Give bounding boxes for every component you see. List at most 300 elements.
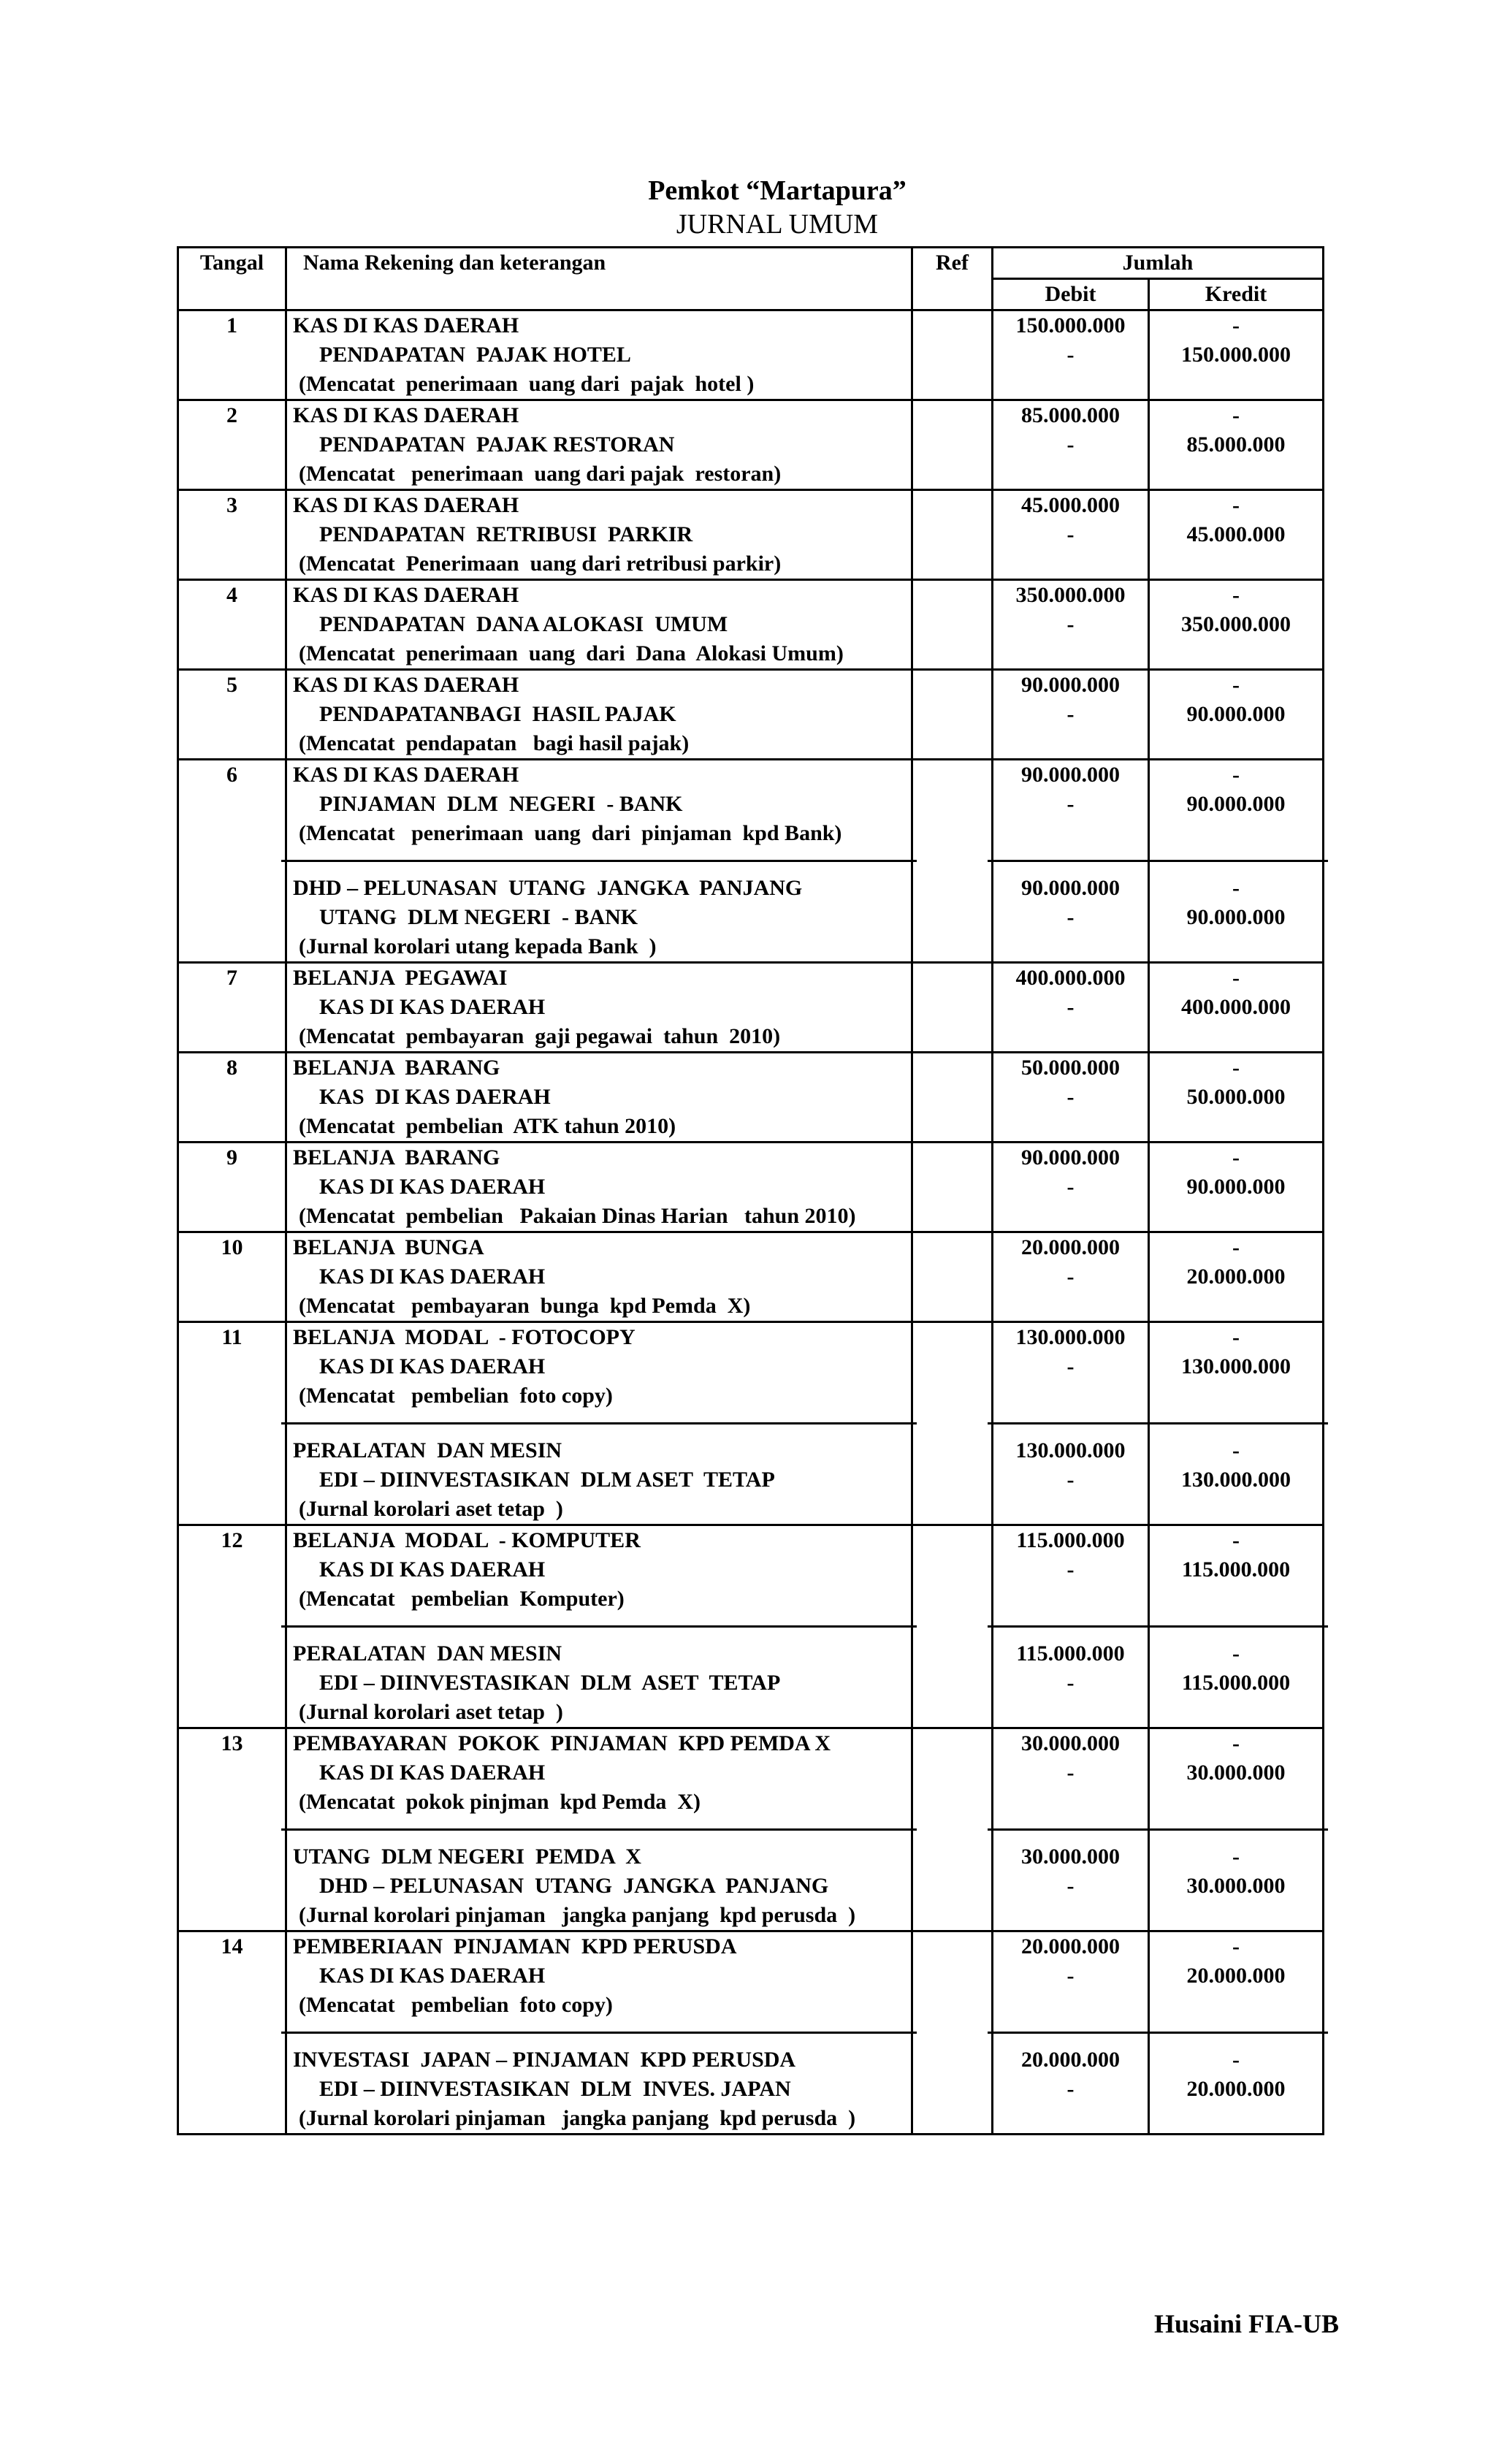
entry-ref (912, 490, 993, 580)
spacer (999, 1901, 1142, 1930)
entry-ref (912, 1232, 993, 1322)
kredit-group (1156, 1143, 1316, 1231)
credit-account-line: KAS DI KAS DAERAH (319, 1265, 546, 1289)
spacer (1156, 819, 1316, 848)
table-row (178, 1053, 1324, 1143)
spacer (999, 639, 1142, 668)
debit-amount: 20.000.000 (1021, 1934, 1120, 1958)
entry-note-line: (Mencatat pokok pinjman kpd Pemda X) (299, 1790, 701, 1814)
kredit-amount: 150.000.000 (1181, 343, 1291, 367)
entry-debit (993, 1931, 1149, 2135)
debit-group (999, 760, 1142, 848)
debit-amount: 45.000.000 (1021, 493, 1120, 517)
debit-account-line: KAS DI KAS DAERAH (293, 673, 519, 697)
entry-note-line: (Mencatat pembelian ATK tahun 2010) (299, 1114, 676, 1138)
entry-description (286, 1525, 912, 1728)
credit-account-line: PENDAPATAN RETRIBUSI PARKIR (319, 522, 693, 546)
debit-account-line: PEMBERIAAN PINJAMAN KPD PERUSDA (293, 1934, 737, 1958)
kredit-amount: 50.000.000 (1186, 1085, 1286, 1109)
credit-account-line: KAS DI KAS DAERAH (319, 1964, 546, 1988)
table-row (178, 1728, 1324, 1931)
entry-note-line: (Mencatat pembayaran gaji pegawai tahun 2010) (299, 1024, 781, 1048)
kredit-amount: 90.000.000 (1186, 1175, 1286, 1199)
kredit-group (1156, 671, 1316, 758)
journal-group (293, 1828, 905, 1930)
spacer (999, 1381, 1142, 1411)
kredit-amount: 20.000.000 (1186, 1964, 1286, 1988)
credit-account-line: PENDAPATANBAGI HASIL PAJAK (319, 702, 676, 726)
kredit-dash: - (1232, 1325, 1240, 1349)
debit-group (999, 1526, 1142, 1614)
spacer (999, 1022, 1142, 1051)
entry-ref (912, 760, 993, 963)
debit-dash: - (1066, 1557, 1075, 1582)
table-header-row (178, 248, 1324, 279)
debit-group (999, 860, 1142, 961)
entry-ref (912, 1053, 993, 1143)
kredit-group (1156, 1729, 1316, 1817)
kredit-amount: 85.000.000 (1186, 432, 1286, 457)
journal-group (293, 2032, 905, 2133)
spacer (999, 819, 1142, 848)
spacer (999, 1495, 1142, 1524)
debit-group (999, 2032, 1142, 2133)
debit-amount: 115.000.000 (1016, 1641, 1125, 1666)
debit-dash: - (1066, 1175, 1075, 1199)
credit-account-line: DHD – PELUNASAN UTANG JANGKA PANJANG (319, 1874, 829, 1898)
kredit-dash: - (1232, 1641, 1240, 1666)
entry-description (286, 1053, 912, 1143)
spacer (1156, 1202, 1316, 1231)
journal-body (178, 310, 1324, 2135)
col-header-jumlah: Jumlah (993, 248, 1324, 279)
entry-debit (993, 400, 1149, 490)
kredit-amount: 130.000.000 (1181, 1354, 1291, 1378)
debit-account-line: KAS DI KAS DAERAH (293, 493, 519, 517)
debit-dash: - (1066, 702, 1075, 726)
entry-description (286, 1728, 912, 1931)
kredit-amount: 30.000.000 (1186, 1874, 1286, 1898)
spacer (1156, 1788, 1316, 1817)
debit-amount: 30.000.000 (1021, 1845, 1120, 1869)
group-divider (281, 2032, 917, 2034)
kredit-amount: 90.000.000 (1186, 905, 1286, 929)
entry-date: 6 (178, 760, 286, 963)
kredit-dash: - (1232, 1056, 1240, 1080)
document-subtitle: JURNAL UMUM (676, 209, 879, 240)
debit-dash: - (1066, 1354, 1075, 1378)
entry-date: 12 (178, 1525, 286, 1728)
entry-description (286, 760, 912, 963)
kredit-dash: - (1232, 2048, 1240, 2072)
entry-description (286, 963, 912, 1053)
debit-amount: 30.000.000 (1021, 1731, 1120, 1755)
entry-debit (993, 760, 1149, 963)
entry-note-line: (Mencatat penerimaan uang dari Dana Alokasi Umum) (299, 641, 844, 665)
debit-group (999, 491, 1142, 579)
spacer (1156, 2104, 1316, 2133)
debit-account-line: BELANJA PEGAWAI (293, 966, 508, 990)
entry-ref (912, 1525, 993, 1728)
kredit-group (1156, 401, 1316, 489)
credit-account-line: EDI – DIINVESTASIKAN DLM ASET TETAP (319, 1468, 775, 1492)
kredit-amount: 400.000.000 (1181, 995, 1291, 1019)
entry-date: 10 (178, 1232, 286, 1322)
spacer (1156, 1112, 1316, 1141)
kredit-amount: 20.000.000 (1186, 2077, 1286, 2101)
credit-account-line: UTANG DLM NEGERI - BANK (319, 905, 638, 929)
credit-account-line: EDI – DIINVESTASIKAN DLM INVES. JAPAN (319, 2077, 791, 2101)
group-divider (1144, 860, 1328, 862)
spacer (999, 2104, 1142, 2133)
group-divider (988, 1828, 1153, 1831)
debit-group (999, 1053, 1142, 1141)
kredit-dash: - (1232, 1145, 1240, 1170)
entry-description (286, 1143, 912, 1232)
entry-note-line: (Jurnal korolari aset tetap ) (299, 1497, 563, 1521)
entry-kredit (1149, 310, 1324, 400)
debit-dash: - (1066, 1085, 1075, 1109)
kredit-group (1156, 1932, 1316, 2020)
spacer (999, 549, 1142, 579)
kredit-dash: - (1232, 493, 1240, 517)
spacer (1156, 729, 1316, 758)
entry-kredit (1149, 490, 1324, 580)
spacer (1156, 1698, 1316, 1727)
credit-account-line: PENDAPATAN PAJAK RESTORAN (319, 432, 675, 457)
kredit-dash: - (1232, 876, 1240, 900)
spacer (1156, 639, 1316, 668)
debit-group (999, 1233, 1142, 1321)
journal-group (293, 1729, 905, 1817)
spacer (999, 459, 1142, 489)
entry-note-line: (Jurnal korolari pinjaman jangka panjang kpd perusda ) (299, 2106, 856, 2130)
document-title-block (0, 174, 1496, 241)
kredit-group (1156, 491, 1316, 579)
debit-account-line: KAS DI KAS DAERAH (293, 403, 519, 427)
credit-account-line: KAS DI KAS DAERAH (319, 995, 546, 1019)
spacer (999, 729, 1142, 758)
kredit-dash: - (1232, 403, 1240, 427)
debit-account-line: BELANJA BARANG (293, 1145, 500, 1170)
entry-ref (912, 670, 993, 760)
entry-date: 1 (178, 310, 286, 400)
entry-debit (993, 1525, 1149, 1728)
debit-group (999, 1323, 1142, 1411)
group-divider (281, 860, 917, 862)
kredit-dash: - (1232, 1731, 1240, 1755)
spacer (1156, 549, 1316, 579)
entry-date: 8 (178, 1053, 286, 1143)
debit-group (999, 401, 1142, 489)
spacer (999, 1584, 1142, 1614)
spacer (1156, 1292, 1316, 1321)
entry-kredit (1149, 1143, 1324, 1232)
entry-ref (912, 400, 993, 490)
entry-kredit (1149, 400, 1324, 490)
table-row (178, 1232, 1324, 1322)
debit-account-line: PERALATAN DAN MESIN (293, 1641, 562, 1666)
group-divider (988, 1422, 1153, 1424)
group-divider (988, 860, 1153, 862)
entry-kredit (1149, 963, 1324, 1053)
entry-debit (993, 1322, 1149, 1525)
entry-kredit (1149, 1053, 1324, 1143)
table-row (178, 1322, 1324, 1525)
group-divider (1144, 1828, 1328, 1831)
debit-account-line: KAS DI KAS DAERAH (293, 763, 519, 787)
debit-group (999, 1422, 1142, 1524)
entry-debit (993, 580, 1149, 670)
kredit-amount: 350.000.000 (1181, 612, 1291, 636)
credit-account-line: PINJAMAN DLM NEGERI - BANK (319, 792, 683, 816)
debit-group (999, 311, 1142, 399)
credit-account-line: KAS DI KAS DAERAH (319, 1175, 546, 1199)
journal-group (293, 1323, 905, 1411)
group-divider (988, 2032, 1153, 2034)
entry-kredit (1149, 580, 1324, 670)
kredit-amount: 115.000.000 (1181, 1671, 1291, 1695)
kredit-dash: - (1232, 966, 1240, 990)
spacer (999, 1292, 1142, 1321)
debit-group (999, 1932, 1142, 2020)
debit-amount: 90.000.000 (1021, 876, 1120, 900)
entry-debit (993, 310, 1149, 400)
entry-kredit (1149, 1931, 1324, 2135)
kredit-group (1156, 2032, 1316, 2133)
debit-account-line: BELANJA MODAL - FOTOCOPY (293, 1325, 636, 1349)
kredit-amount: 20.000.000 (1186, 1265, 1286, 1289)
col-header-tanggal: Tangal (178, 248, 286, 310)
kredit-group (1156, 760, 1316, 848)
entry-debit (993, 490, 1149, 580)
entry-date: 11 (178, 1322, 286, 1525)
table-row (178, 490, 1324, 580)
entry-date: 2 (178, 400, 286, 490)
entry-kredit (1149, 670, 1324, 760)
spacer (999, 1202, 1142, 1231)
entry-ref (912, 310, 993, 400)
debit-group (999, 671, 1142, 758)
kredit-amount: 115.000.000 (1181, 1557, 1291, 1582)
debit-dash: - (1066, 995, 1075, 1019)
spacer (1156, 1901, 1316, 1930)
entry-date: 4 (178, 580, 286, 670)
entry-description (286, 310, 912, 400)
journal-group (293, 860, 905, 961)
spacer (1156, 1381, 1316, 1411)
debit-amount: 90.000.000 (1021, 1145, 1120, 1170)
entry-description (286, 670, 912, 760)
entry-debit (993, 1728, 1149, 1931)
debit-amount: 130.000.000 (1015, 1325, 1126, 1349)
entry-debit (993, 1143, 1149, 1232)
debit-dash: - (1066, 522, 1075, 546)
kredit-group (1156, 860, 1316, 961)
entry-debit (993, 670, 1149, 760)
debit-amount: 130.000.000 (1015, 1438, 1126, 1462)
journal-group (293, 1932, 905, 2020)
entry-ref (912, 963, 993, 1053)
kredit-amount: 130.000.000 (1181, 1468, 1291, 1492)
debit-account-line: PERALATAN DAN MESIN (293, 1438, 562, 1462)
table-row (178, 670, 1324, 760)
credit-account-line: KAS DI KAS DAERAH (319, 1354, 546, 1378)
entry-kredit (1149, 1232, 1324, 1322)
group-divider (1144, 2032, 1328, 2034)
debit-account-line: INVESTASI JAPAN – PINJAMAN KPD PERUSDA (293, 2048, 796, 2072)
journal-group (293, 581, 905, 668)
journal-table (177, 246, 1324, 2135)
credit-account-line: PENDAPATAN PAJAK HOTEL (319, 343, 631, 367)
entry-description (286, 1232, 912, 1322)
group-divider (1144, 1625, 1328, 1628)
kredit-dash: - (1232, 1235, 1240, 1259)
entry-description (286, 1931, 912, 2135)
entry-debit (993, 963, 1149, 1053)
debit-amount: 115.000.000 (1016, 1528, 1125, 1552)
kredit-dash: - (1232, 313, 1240, 337)
kredit-amount: 30.000.000 (1186, 1761, 1286, 1785)
group-divider (281, 1828, 917, 1831)
journal-group (293, 964, 905, 1051)
entry-kredit (1149, 1728, 1324, 1931)
entry-note-line: (Jurnal korolari utang kepada Bank ) (299, 934, 657, 958)
debit-account-line: KAS DI KAS DAERAH (293, 583, 519, 607)
table-row (178, 400, 1324, 490)
kredit-group (1156, 1053, 1316, 1141)
kredit-group (1156, 1526, 1316, 1614)
debit-account-line: BELANJA MODAL - KOMPUTER (293, 1528, 641, 1552)
kredit-amount: 45.000.000 (1186, 522, 1286, 546)
entry-ref (912, 580, 993, 670)
kredit-group (1156, 1422, 1316, 1524)
debit-amount: 90.000.000 (1021, 763, 1120, 787)
journal-group (293, 311, 905, 399)
table-row (178, 963, 1324, 1053)
entry-date: 14 (178, 1931, 286, 2135)
debit-group (999, 1625, 1142, 1727)
debit-amount: 90.000.000 (1021, 673, 1120, 697)
journal-group (293, 760, 905, 848)
entry-kredit (1149, 1525, 1324, 1728)
entry-debit (993, 1232, 1149, 1322)
journal-group (293, 401, 905, 489)
debit-amount: 350.000.000 (1015, 583, 1126, 607)
credit-account-line: EDI – DIINVESTASIKAN DLM ASET TETAP (319, 1671, 781, 1695)
spacer (1156, 370, 1316, 399)
debit-account-line: BELANJA BARANG (293, 1056, 500, 1080)
debit-amount: 400.000.000 (1015, 966, 1126, 990)
entry-note-line: (Mencatat pembelian foto copy) (299, 1993, 613, 2017)
col-header-kredit: Kredit (1149, 279, 1324, 310)
table-row (178, 1525, 1324, 1728)
entry-description (286, 1322, 912, 1525)
debit-dash: - (1066, 612, 1075, 636)
entry-note-line: (Jurnal korolari pinjaman jangka panjang kpd perusda ) (299, 1903, 856, 1927)
debit-group (999, 1828, 1142, 1930)
entry-date: 5 (178, 670, 286, 760)
entry-kredit (1149, 760, 1324, 963)
group-divider (1144, 1422, 1328, 1424)
entry-kredit (1149, 1322, 1324, 1525)
kredit-group (1156, 1233, 1316, 1321)
entry-note-line: (Mencatat pembelian Komputer) (299, 1587, 625, 1611)
spacer (999, 370, 1142, 399)
entry-note-line: (Mencatat penerimaan uang dari pinjaman kpd Bank) (299, 821, 842, 845)
kredit-dash: - (1232, 1438, 1240, 1462)
spacer (999, 1112, 1142, 1141)
debit-group (999, 1143, 1142, 1231)
group-divider (281, 1625, 917, 1628)
entry-ref (912, 1931, 993, 2135)
entry-debit (993, 1053, 1149, 1143)
spacer (1156, 1022, 1316, 1051)
table-row (178, 310, 1324, 400)
debit-account-line: BELANJA BUNGA (293, 1235, 484, 1259)
entry-note-line: (Mencatat pembelian foto copy) (299, 1384, 613, 1408)
debit-account-line: PEMBAYARAN POKOK PINJAMAN KPD PEMDA X (293, 1731, 831, 1755)
entry-ref (912, 1143, 993, 1232)
kredit-group (1156, 1323, 1316, 1411)
debit-group (999, 964, 1142, 1051)
debit-dash: - (1066, 1761, 1075, 1785)
spacer (999, 932, 1142, 961)
document-title: Pemkot “Martapura” (648, 175, 907, 206)
spacer (1156, 1584, 1316, 1614)
debit-amount: 50.000.000 (1021, 1056, 1120, 1080)
kredit-dash: - (1232, 673, 1240, 697)
table-row (178, 580, 1324, 670)
journal-group (293, 671, 905, 758)
spacer (1156, 932, 1316, 961)
spacer (999, 1991, 1142, 2020)
journal-group (293, 1053, 905, 1141)
debit-dash: - (1066, 343, 1075, 367)
debit-dash: - (1066, 1468, 1075, 1492)
entry-note-line: (Mencatat Penerimaan uang dari retribusi parkir) (299, 552, 782, 576)
table-row (178, 1931, 1324, 2135)
entry-ref (912, 1322, 993, 1525)
credit-account-line: KAS DI KAS DAERAH (319, 1085, 551, 1109)
debit-dash: - (1066, 905, 1075, 929)
entry-description (286, 490, 912, 580)
entry-note-line: (Mencatat pendapatan bagi hasil pajak) (299, 731, 690, 755)
debit-amount: 150.000.000 (1015, 313, 1126, 337)
journal-group (293, 1422, 905, 1524)
credit-account-line: KAS DI KAS DAERAH (319, 1761, 546, 1785)
credit-account-line: KAS DI KAS DAERAH (319, 1557, 546, 1582)
table-row (178, 760, 1324, 963)
group-divider (988, 1625, 1153, 1628)
entry-date: 9 (178, 1143, 286, 1232)
kredit-group (1156, 1625, 1316, 1727)
debit-dash: - (1066, 1671, 1075, 1695)
kredit-group (1156, 311, 1316, 399)
debit-dash: - (1066, 1964, 1075, 1988)
kredit-group (1156, 964, 1316, 1051)
kredit-dash: - (1232, 583, 1240, 607)
table-row (178, 1143, 1324, 1232)
spacer (1156, 459, 1316, 489)
debit-account-line: KAS DI KAS DAERAH (293, 313, 519, 337)
spacer (1156, 1991, 1316, 2020)
kredit-amount: 90.000.000 (1186, 792, 1286, 816)
debit-dash: - (1066, 792, 1075, 816)
debit-amount: 85.000.000 (1021, 403, 1120, 427)
entry-description (286, 400, 912, 490)
footer-author: Husaini FIA-UB (1154, 2309, 1340, 2338)
